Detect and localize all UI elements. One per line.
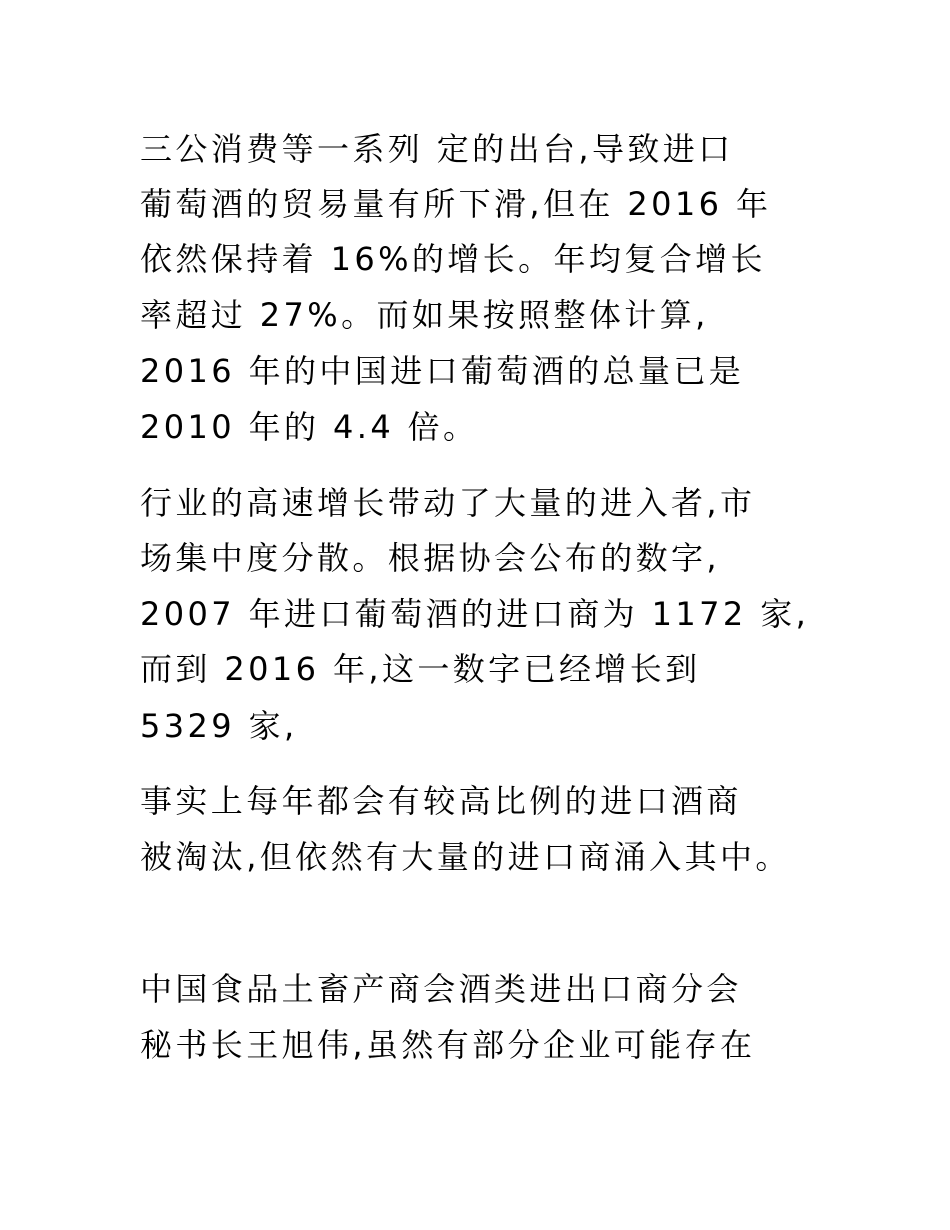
paragraph-line: 行业的高速增长带动了大量的进入者,市 [140, 484, 756, 522]
paragraph-line: 场集中度分散。根据协会公布的数字, [140, 539, 720, 577]
paragraph-line: 事实上每年都会有较高比例的进口酒商 [140, 782, 742, 820]
paragraph-line: 2016 年的中国进口葡萄酒的总量已是 [140, 352, 745, 390]
paragraph-line: 被淘汰,但依然有大量的进口商涌入其中。 [140, 838, 791, 876]
paragraph-line: 依然保持着 16%的增长。年均复合增长 [140, 240, 766, 278]
paragraph-line: 秘书长王旭伟,虽然有部分企业可能存在 [140, 1026, 756, 1064]
paragraph-line: 葡萄酒的贸易量有所下滑,但在 2016 年 [140, 185, 772, 223]
paragraph-line: 2010 年的 4.4 倍。 [140, 408, 479, 446]
paragraph-line: 而到 2016 年,这一数字已经增长到 [140, 650, 701, 688]
paragraph-line: 5329 家, [140, 707, 298, 745]
paragraph-line: 率超过 27%。而如果按照整体计算, [140, 296, 709, 334]
paragraph-line: 中国食品土畜产商会酒类进出口商分会 [140, 970, 742, 1008]
paragraph-line: 2007 年进口葡萄酒的进口商为 1172 家, [140, 595, 810, 633]
paragraph-line: 三公消费等一系列 定的出台,导致进口 [140, 130, 734, 168]
